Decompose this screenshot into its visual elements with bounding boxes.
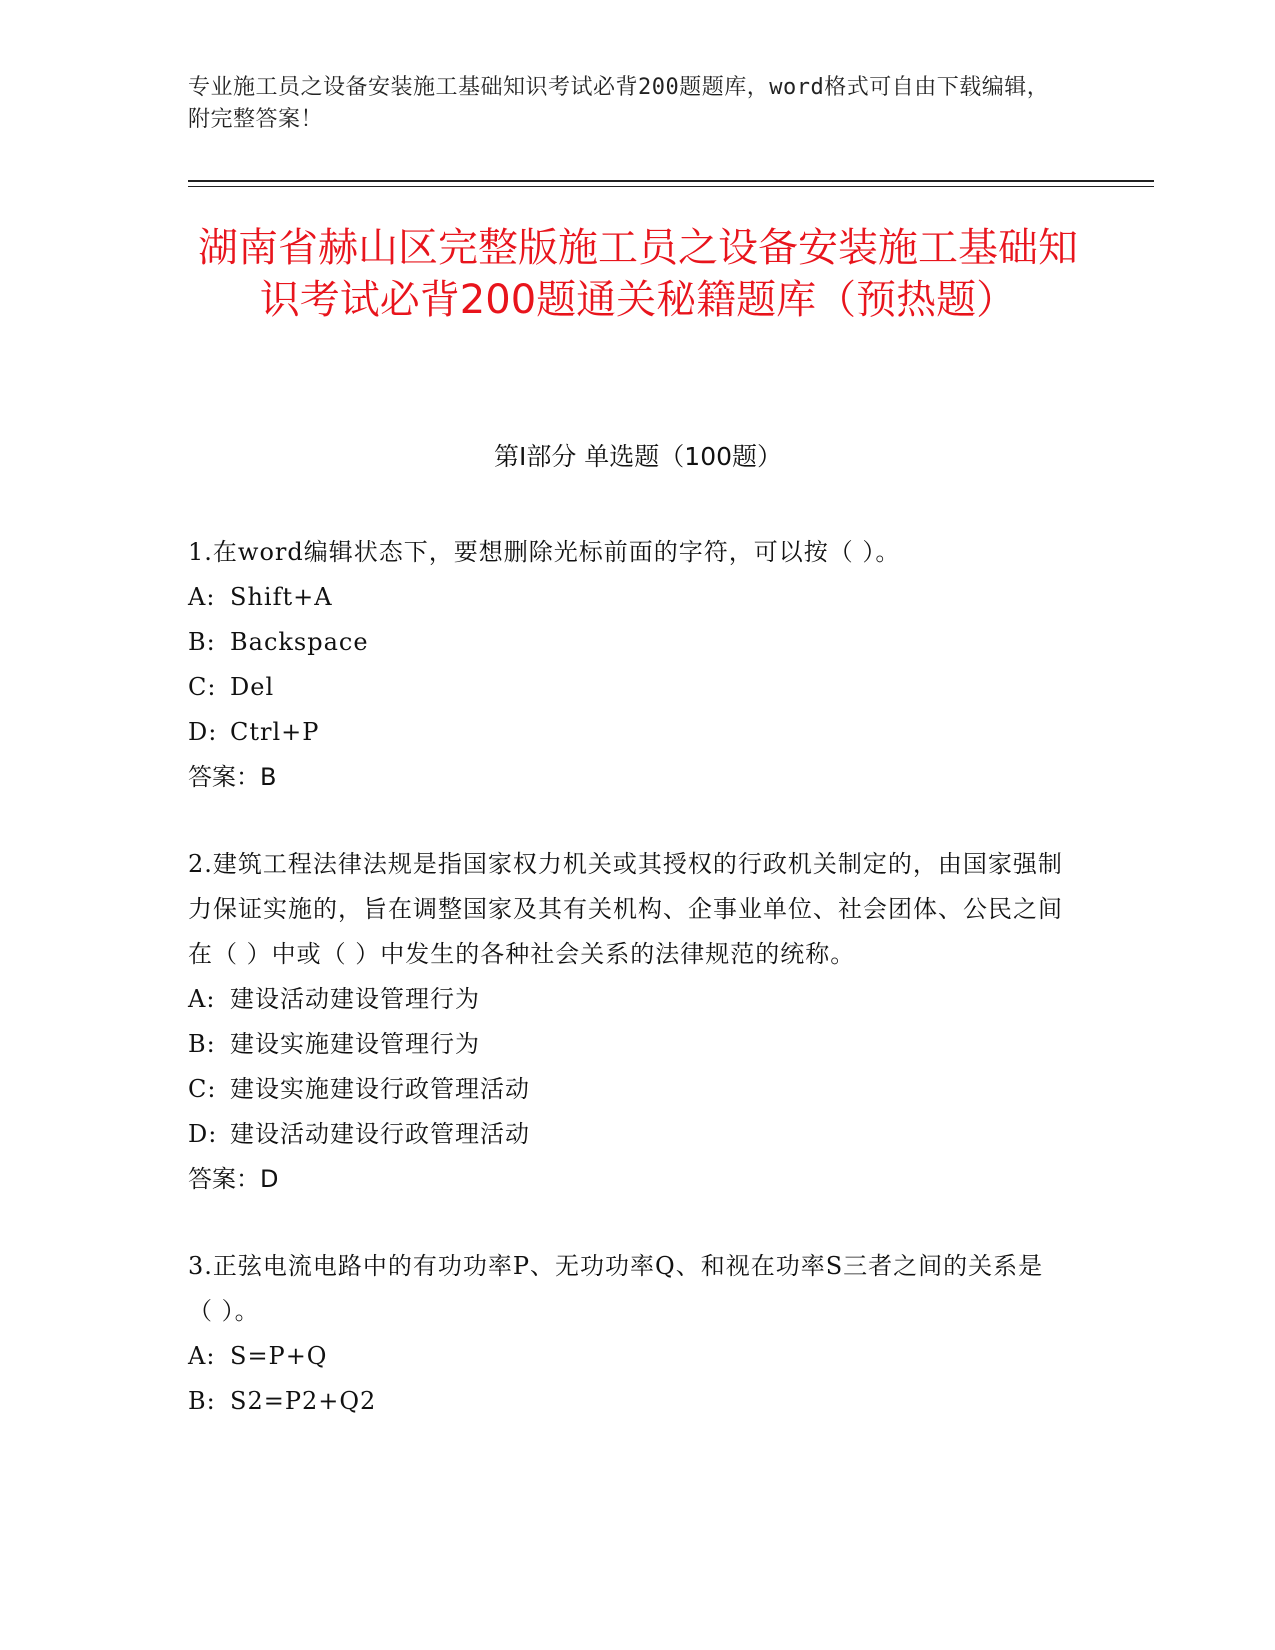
answer-line: 答案：B (188, 763, 277, 791)
option-a (188, 575, 1068, 620)
option-text: Shift+A (230, 583, 333, 611)
option-b (188, 620, 1068, 665)
option-d (188, 1112, 1068, 1157)
option-letter: C: (188, 1075, 217, 1103)
option-letter: B: (188, 1030, 216, 1058)
question-3 (188, 1244, 1068, 1424)
option-text: Del (230, 673, 275, 701)
option-text: S2=P2+Q2 (230, 1387, 377, 1415)
option-d (188, 710, 1068, 755)
option-c (188, 665, 1068, 710)
option-letter: D: (188, 718, 218, 746)
option-letter: A: (188, 583, 216, 611)
option-text: 建设实施建设行政管理活动 (230, 1075, 530, 1103)
option-a (188, 977, 1068, 1022)
option-c (188, 1067, 1068, 1112)
option-a (188, 1334, 1068, 1379)
option-text: 建设活动建设管理行为 (230, 985, 480, 1013)
section-heading: 第I部分 单选题（100题） (493, 442, 783, 471)
option-letter: D: (188, 1120, 218, 1148)
header-divider-thick (188, 180, 1154, 182)
document-title: 湖南省赫山区完整版施工员之设备安装施工基础知识考试必背200题通关秘籍题库（预热题） (198, 225, 1078, 323)
option-b (188, 1022, 1068, 1067)
question-stem: 3.正弦电流电路中的有功功率P、无功功率Q、和视在功率S三者之间的关系是（ ）。 (188, 1252, 1044, 1325)
option-letter: C: (188, 673, 217, 701)
option-text: 建设实施建设管理行为 (230, 1030, 480, 1058)
option-text: Ctrl+P (230, 718, 320, 746)
option-text: Backspace (230, 628, 369, 656)
question-stem: 1.在word编辑状态下，要想删除光标前面的字符，可以按（ ）。 (188, 538, 901, 566)
question-list (188, 530, 1068, 1466)
question-2 (188, 842, 1068, 1202)
question-stem: 2.建筑工程法律法规是指国家权力机关或其授权的行政机关制定的，由国家强制力保证实施的，旨在调整国家及其有关机构、企事业单位、社会团体、公民之间在（ ）中或（ ）中发生的各种社会关系的法律规范的统称。 (188, 850, 1063, 968)
question-1 (188, 530, 1068, 800)
option-text: S=P+Q (230, 1342, 328, 1370)
header-divider-thin (188, 186, 1154, 187)
option-letter: B: (188, 1387, 216, 1415)
option-b (188, 1379, 1068, 1424)
answer-line: 答案：D (188, 1165, 279, 1193)
option-text: 建设活动建设行政管理活动 (230, 1120, 530, 1148)
option-letter: B: (188, 628, 216, 656)
option-letter: A: (188, 985, 216, 1013)
option-letter: A: (188, 1342, 216, 1370)
header-note: 专业施工员之设备安装施工基础知识考试必背200题题库，word格式可自由下载编辑，附完整答案！ (188, 75, 1050, 132)
